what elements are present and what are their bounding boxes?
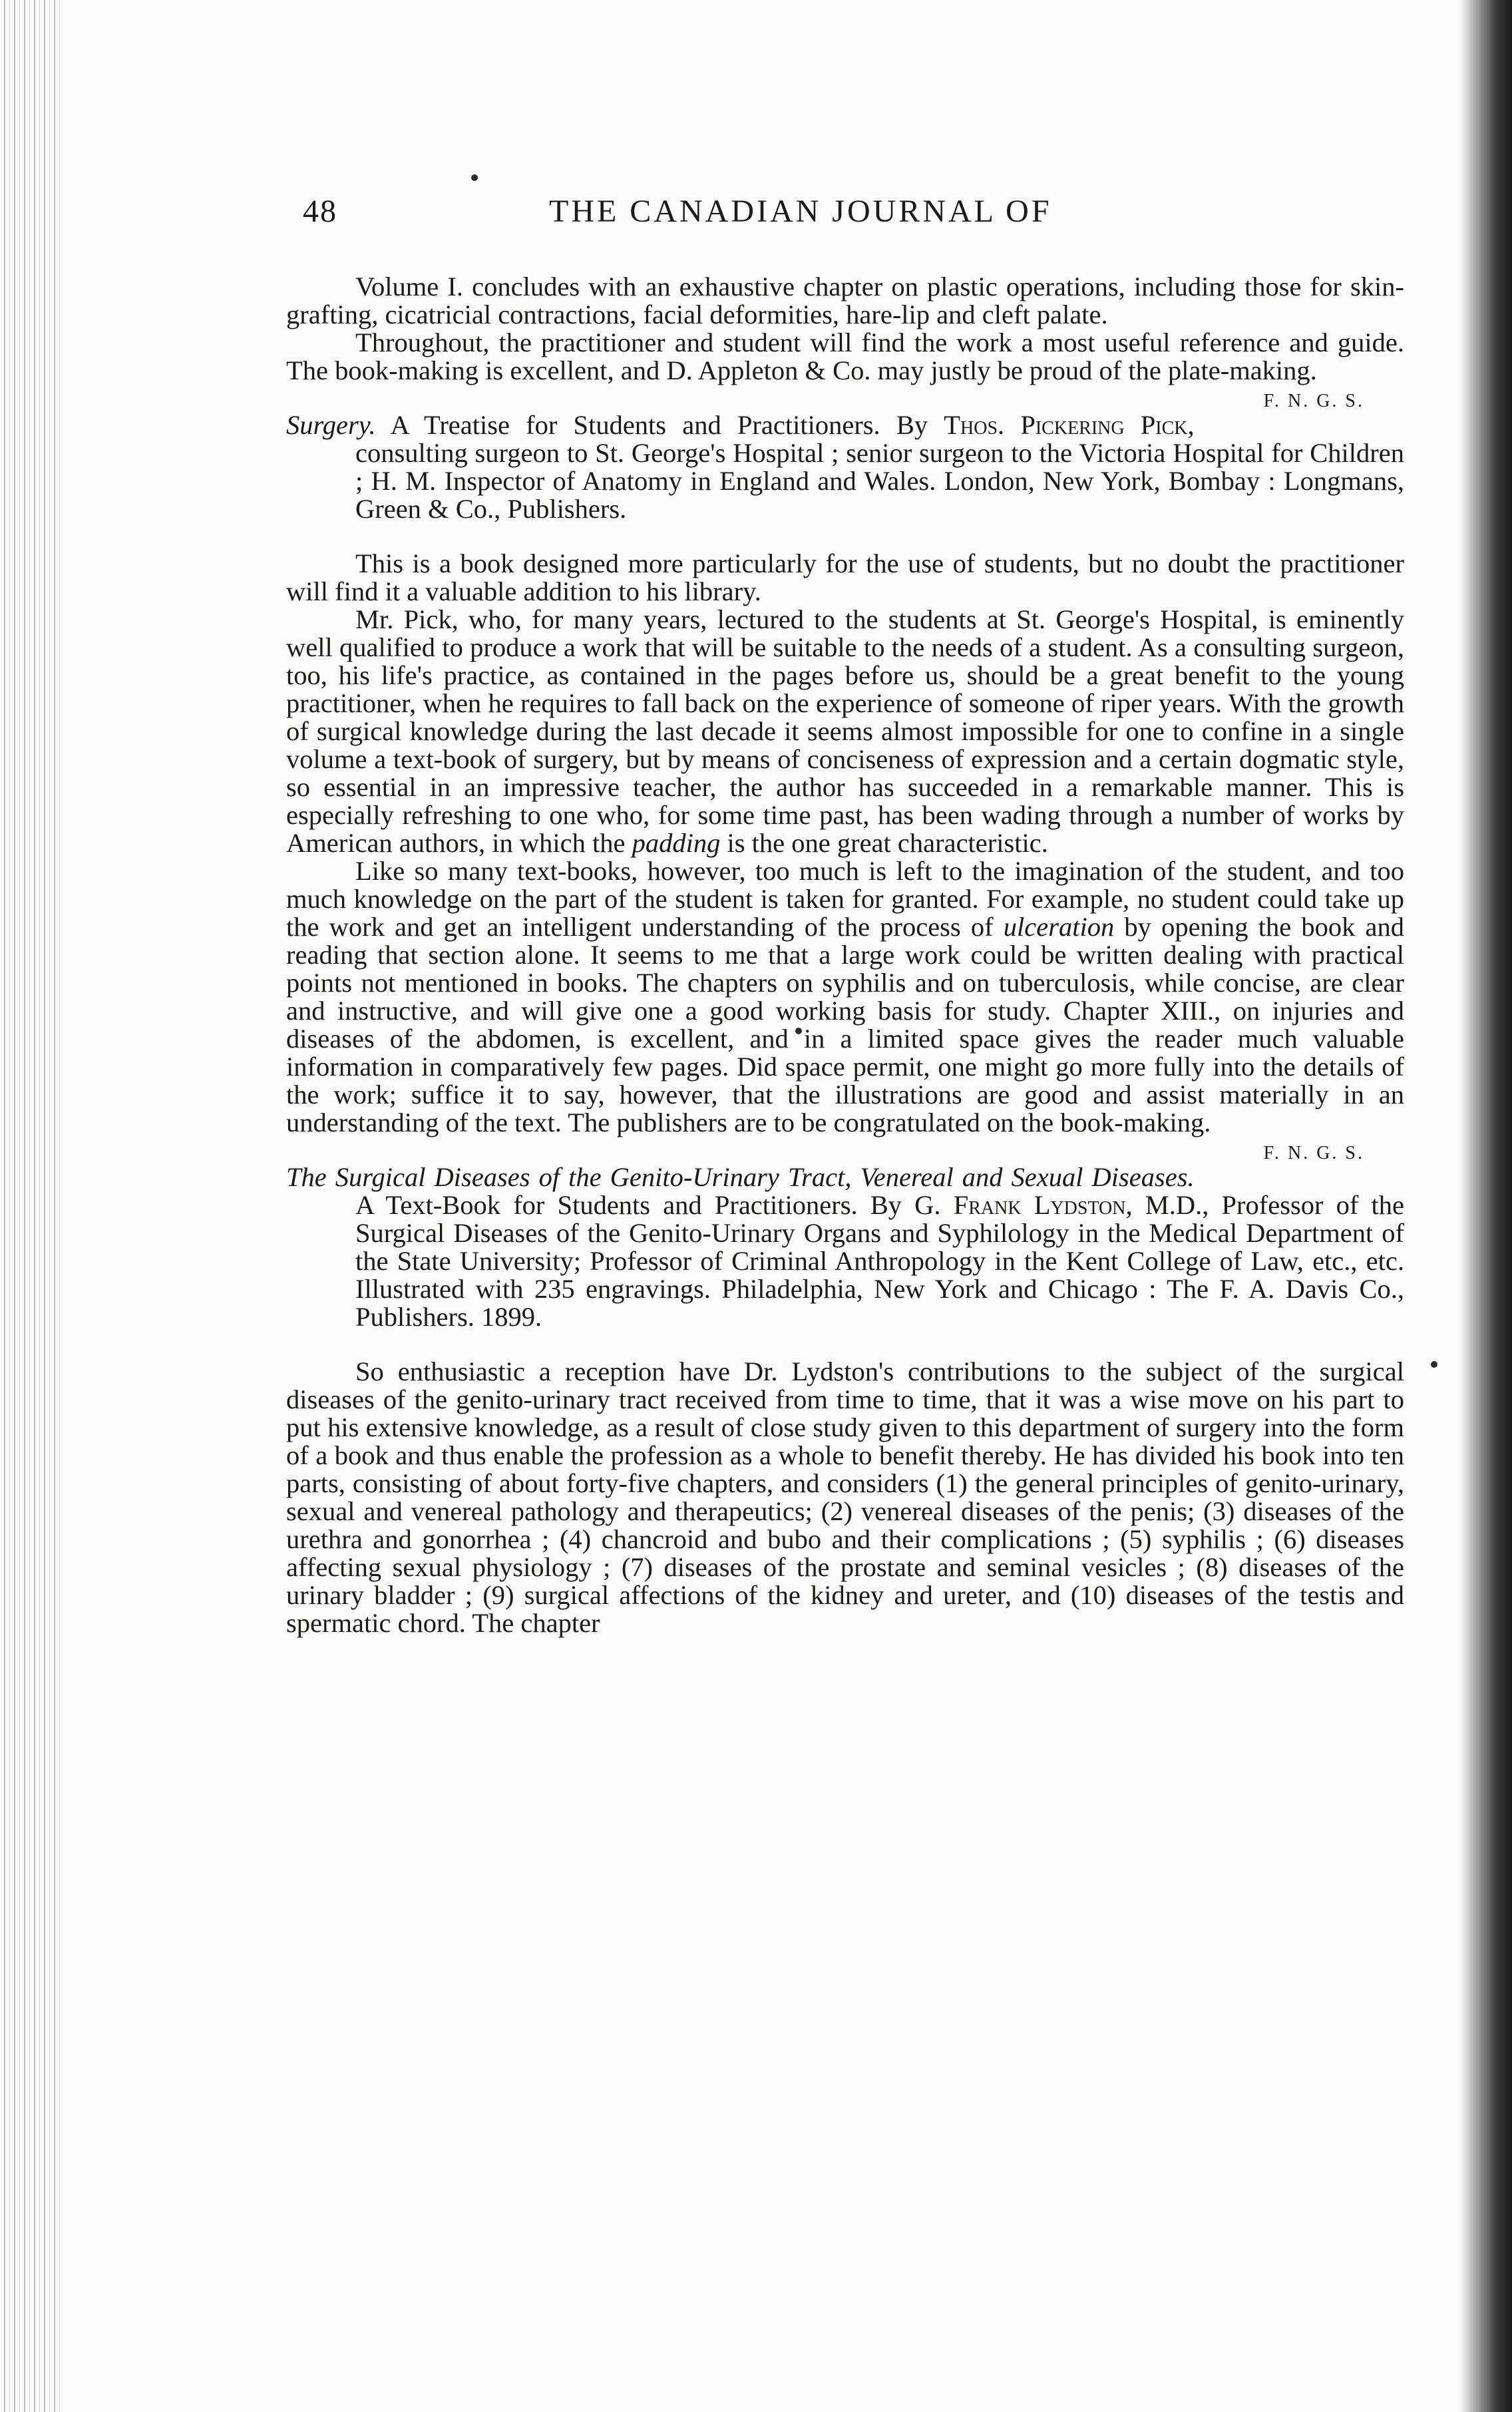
review2-paragraph: Like so many text-books, however, too much is left to the imagination of the student, and too much knowledge on the part of the student is taken for granted. For example, no student could take up the work and get an intelligent understanding of the process of ulceration by opening the book and reading that section alone. It seems to me that a large work could be written dealing with practical points not mentioned in books. The chapters on syphilis and on tuberculosis, while concise, are clear and instructive, and will give one a good working basis for study. Chapter XIII., on injuries and diseases of the abdomen, is excellent, and in a limited space gives the reader much valuable information in comparatively few pages. Did space permit, one might go more fully into the details of the work; suffice it to say, however, that the illustrations are good and assist materially in an understanding of the text. The publishers are to be congratulated on the book-making. F. N. G. S. <box>286 857 1404 1137</box>
page-edge-shadow <box>1460 0 1512 2412</box>
reviewer-signature: F. N. G. S. <box>1263 391 1364 411</box>
page-header <box>303 193 1394 240</box>
page-number: 48 <box>303 194 337 229</box>
review1-paragraph: Volume I. concludes with an exhaustive chapter on plastic operations, including those for skin-grafting, cicatricial contractions, facial deformities, hare-lip and cleft palate. <box>286 272 1404 329</box>
page-body <box>286 273 1404 1637</box>
author-name: Thos. Pickering Pick <box>944 410 1188 440</box>
book-title: The Surgical Diseases of the Genito-Urinary Tract, Venereal and Sexual Diseases. <box>286 1162 1195 1192</box>
review3-citation: The Surgical Diseases of the Genito-Urinary Tract, Venereal and Sexual Diseases. A Text-Book for Students and Practitioners. By G. Frank Lydston, M.D., Professor of the Surgical Diseases of the Genito-Urinary Organs and Syphilology in the Medical Department of the State University; Professor of Criminal Anthropology in the Kent College of Law, etc., etc. Illustrated with 235 engravings. Philadelphia, New York and Chicago : The F. A. Davis Co., Publishers. 1899. <box>286 1162 1405 1332</box>
reviewer-signature: F. N. G. S. <box>1263 1143 1364 1163</box>
binding-gutter <box>0 0 61 2412</box>
review2-paragraph: This is a book designed more particularly for the use of students, but no doubt the practitioner will find it a valuable addition to his library. <box>286 548 1404 606</box>
ink-speck <box>471 174 478 181</box>
review2-paragraph: Mr. Pick, who, for many years, lectured to the students at St. George's Hospital, is eminently well qualified to produce a work that will be suitable to the needs of a student. As a consulting surgeon, too, his life's practice, as contained in the pages before us, should be a great benefit to the young practitioner, when he requires to fall back on the experience of someone of riper years. With the growth of surgical knowledge during the last decade it seems almost impossible for one to confine in a single volume a text-book of surgery, but by means of conciseness of expression and a certain dogmatic style, so essential in an impressive teacher, the author has succeeded in a remarkable manner. This is especially refreshing to one who, for some time past, has been wading through a number of works by American authors, in which the padding is the one great characteristic. <box>286 604 1404 858</box>
ink-speck <box>1431 1361 1437 1368</box>
review3-paragraph: So enthusiastic a reception have Dr. Lydston's contributions to the subject of the surgical diseases of the genito-urinary tract received from time to time, that it was a wise move on his part to put his extensive knowledge, as a result of close study given to this department of surgery into the form of a book and thus enable the profession as a whole to benefit thereby. He has divided his book into ten parts, consisting of about forty-five chapters, and considers (1) the general principles of genito-urinary, sexual and venereal pathology and therapeutics; (2) venereal diseases of the penis; (3) diseases of the urethra and gonorrhea ; (4) chancroid and bubo and their complications ; (5) syphilis ; (6) diseases affecting sexual physiology ; (7) diseases of the prostate and seminal vesicles ; (8) diseases of the urinary bladder ; (9) surgical affections of the kidney and ureter, and (10) diseases of the testis and spermatic chord. The chapter <box>286 1356 1404 1638</box>
author-name: Frank Lydston <box>953 1190 1126 1220</box>
running-title: THE CANADIAN JOURNAL OF <box>549 194 1052 229</box>
book-title: Surgery. <box>286 410 376 440</box>
review2-citation: Surgery. A Treatise for Students and Practitioners. By Thos. Pickering Pick, consulting surgeon to St. George's Hospital ; senior surgeon to the Victoria Hospital for Children ; H. M. Inspector of Anatomy in England and Wales. London, New York, Bombay : Longmans, Green & Co., Publishers. <box>286 410 1404 524</box>
review1-paragraph: Throughout, the practitioner and student will find the work a most useful reference and guide. The book-making is excellent, and D. Appleton & Co. may justly be proud of the plate-making. F. N. G. S. <box>286 329 1404 385</box>
